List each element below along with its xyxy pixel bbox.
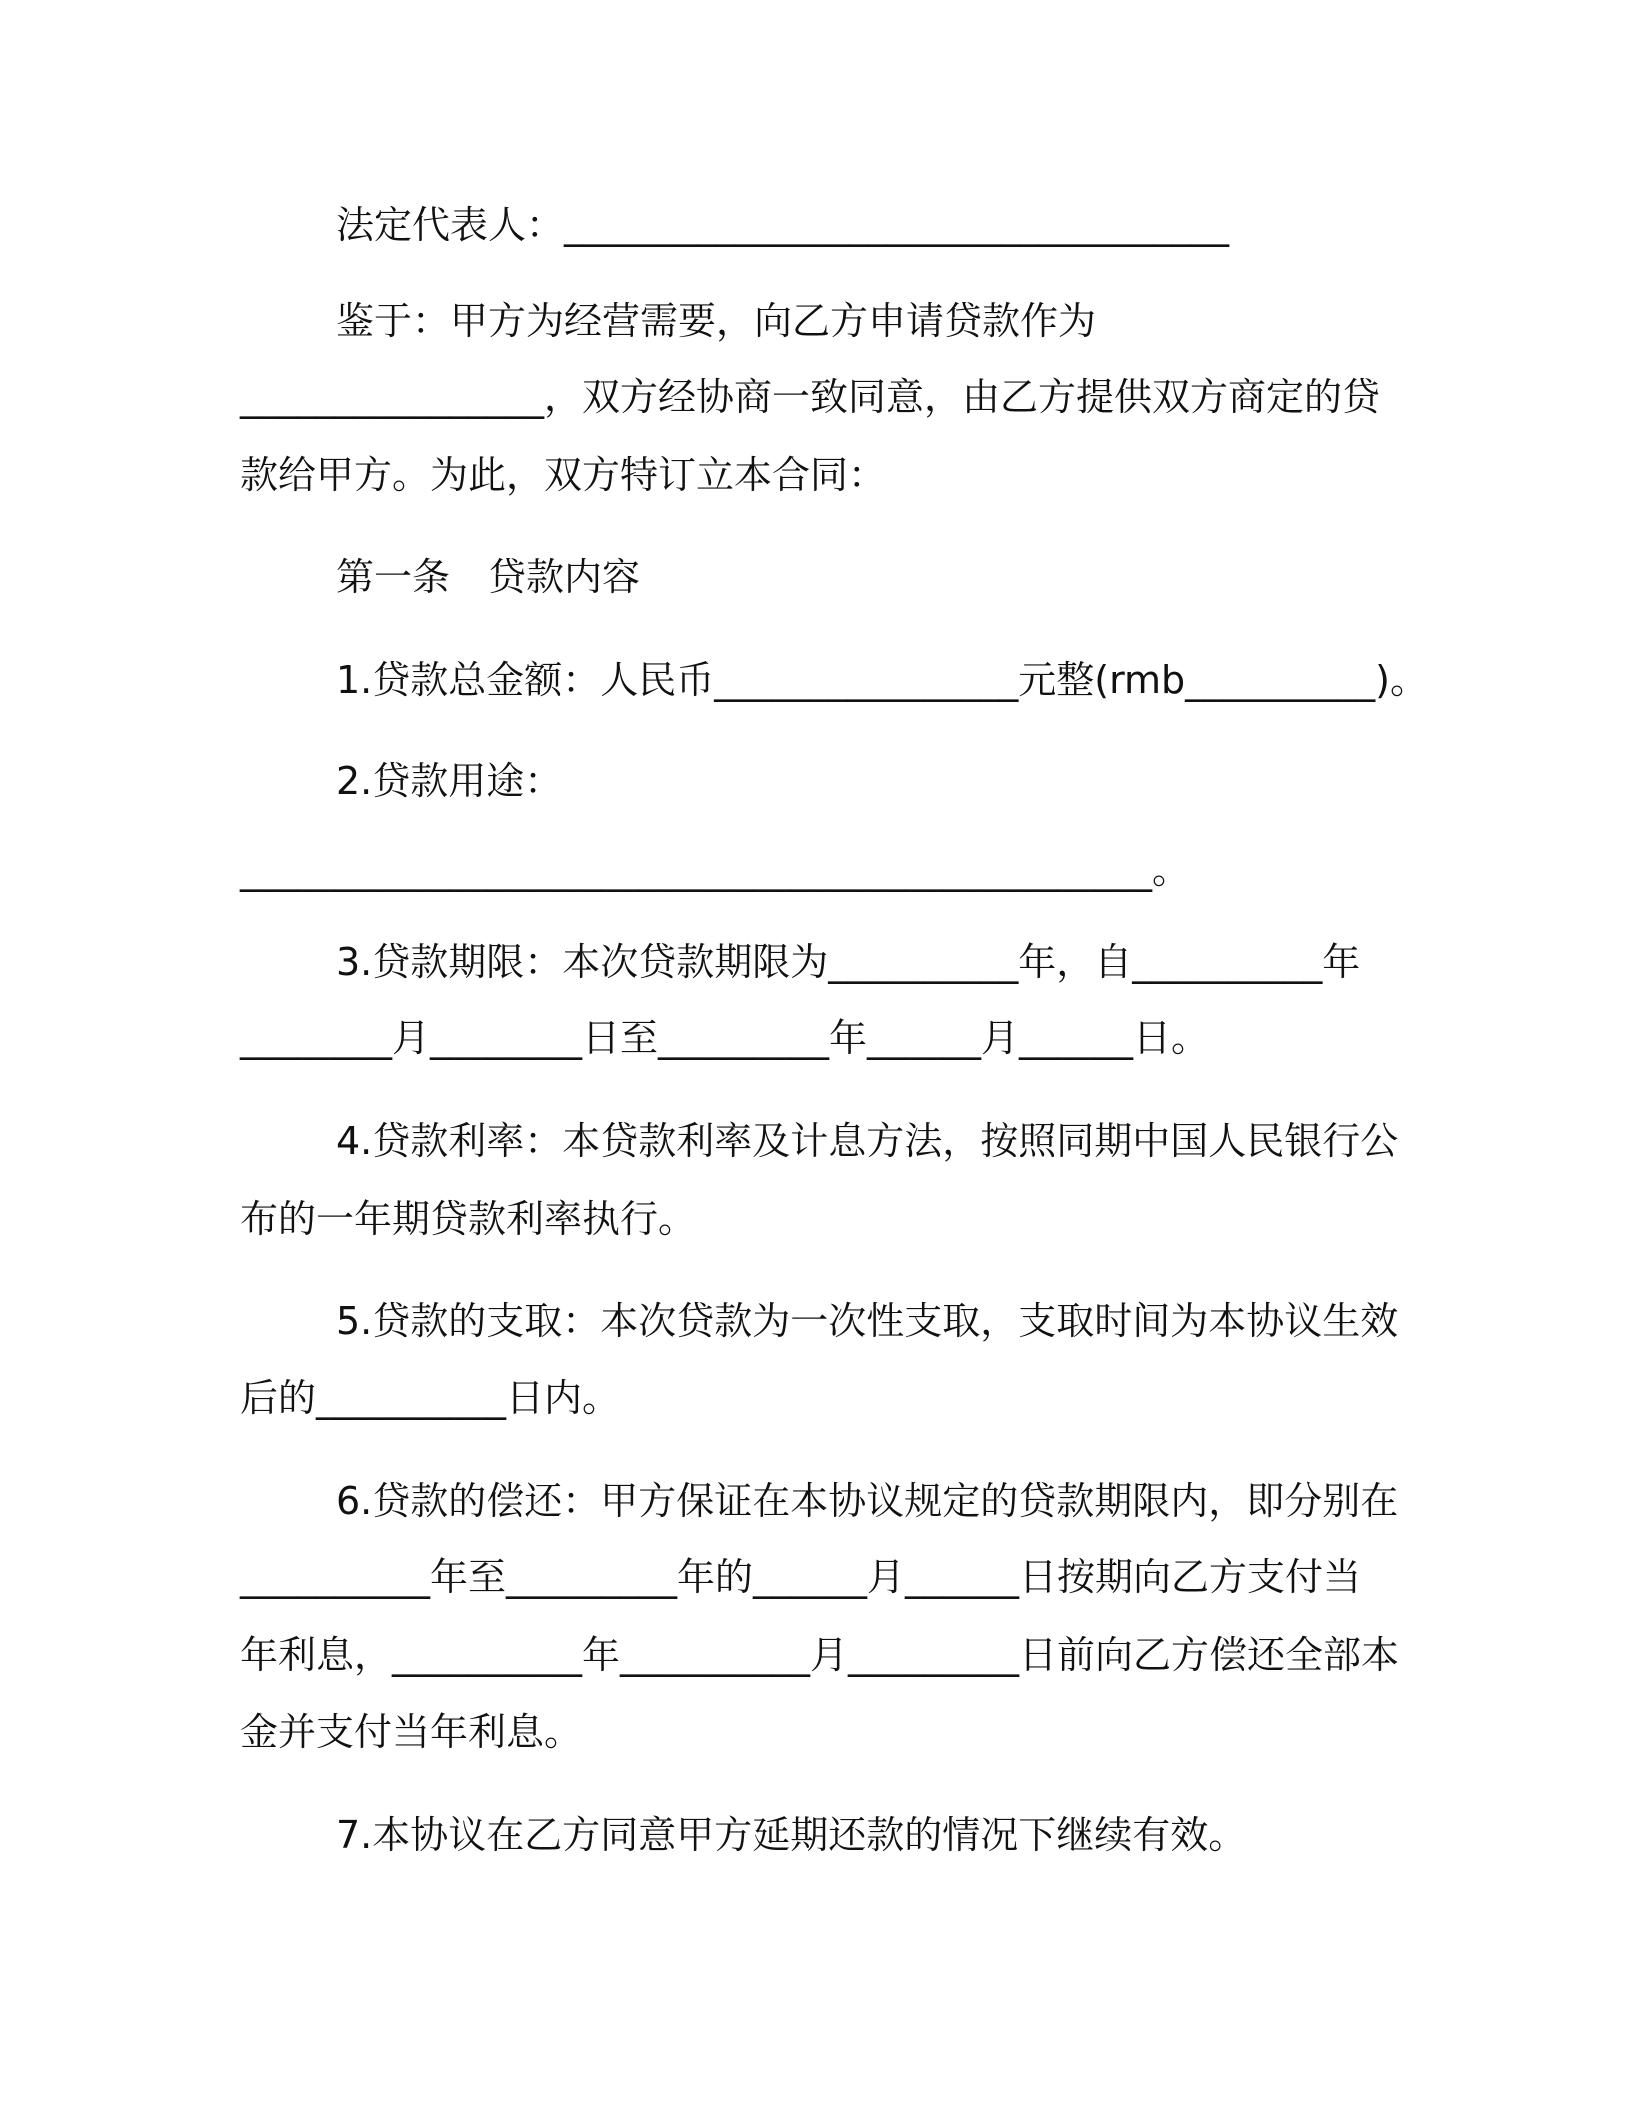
clause-3-term-2: ________月________日至_________年______月______日。 <box>240 1016 1210 1060</box>
clause-4-rate-2: 布的一年期贷款利率执行。 <box>240 1197 697 1241</box>
clause-4-rate: 4.贷款利率：本贷款利率及计息方法，按照同期中国人民银行公 <box>336 1119 1399 1163</box>
clause-6-repayment-3: 年利息，__________年__________月_________日前向乙方偿还全部本 <box>240 1633 1400 1677</box>
whereas-line-3: 款给甲方。为此，双方特订立本合同： <box>240 453 887 497</box>
clause-2-purpose: 2.贷款用途： <box>336 759 563 803</box>
article-one-heading: 第一条 贷款内容 <box>336 555 641 599</box>
clause-3-term: 3.贷款期限：本次贷款期限为__________年，自__________年 <box>336 940 1361 984</box>
clause-1-amount: 1.贷款总金额：人民币________________元整(rmb__________)。 <box>336 658 1429 702</box>
clause-7-validity: 7.本协议在乙方同意甲方延期还款的情况下继续有效。 <box>336 1813 1247 1857</box>
whereas-line: 鉴于：甲方为经营需要，向乙方申请贷款作为 <box>336 299 1097 343</box>
legal-representative-line: 法定代表人：___________________________________ <box>336 203 1230 247</box>
whereas-line-2: ________________，双方经协商一致同意，由乙方提供双方商定的贷 <box>240 375 1381 419</box>
clause-2-purpose-blank: ________________________________________________。 <box>240 848 1191 892</box>
clause-5-withdrawal: 5.贷款的支取：本次贷款为一次性支取，支取时间为本协议生效 <box>336 1299 1399 1343</box>
clause-5-withdrawal-2: 后的__________日内。 <box>240 1376 621 1420</box>
clause-6-repayment-2: __________年至_________年的______月______日按期向乙方支付当 <box>240 1555 1362 1599</box>
clause-6-repayment: 6.贷款的偿还：甲方保证在本协议规定的贷款期限内，即分别在 <box>336 1479 1399 1523</box>
clause-6-repayment-4: 金并支付当年利息。 <box>240 1710 583 1754</box>
